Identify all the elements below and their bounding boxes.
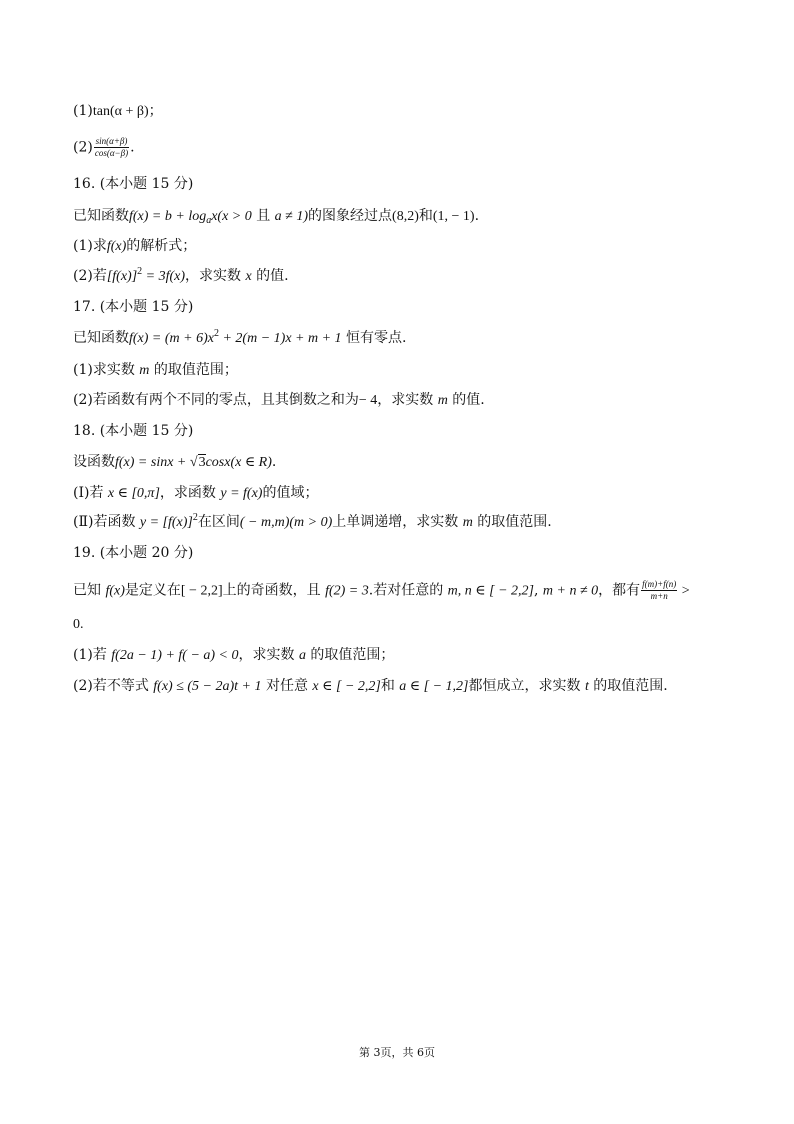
- text: 的取值范围.: [472, 514, 552, 530]
- sqrt-radicand: 3: [198, 455, 206, 470]
- q17-part1: [73, 360, 734, 381]
- punct: .: [130, 139, 135, 156]
- page-footer: 第 3页，共 6页: [359, 1046, 435, 1059]
- q16-part2: [73, 266, 734, 287]
- math-expr: y = f(x): [220, 486, 263, 501]
- text: (2)若不等式: [73, 678, 154, 694]
- text: 对任意: [261, 678, 313, 694]
- fraction-numerator: sin(α+β): [95, 136, 128, 146]
- math-var: m: [437, 393, 448, 408]
- math-expr: [f(x)]: [106, 269, 138, 284]
- math-expr: f(2) = 3: [325, 583, 369, 599]
- q16-header: 16. (本小题 15 分): [73, 176, 194, 192]
- text: (Ⅰ)若: [73, 485, 108, 501]
- text: (1)求实数: [73, 362, 140, 378]
- sqrt-sign: √3: [189, 455, 206, 470]
- text: 和: [418, 208, 433, 224]
- math-expr: (1, − 1): [432, 209, 475, 224]
- fraction: [94, 136, 129, 159]
- text: 上单调递增，求实数: [332, 514, 463, 530]
- text: 是定义在: [124, 582, 181, 599]
- q16-stem: [73, 206, 734, 227]
- text: 和: [380, 678, 400, 694]
- math-expr: tan(α + β)；: [92, 104, 163, 119]
- punct: ,: [533, 582, 543, 599]
- text: 的值域；: [262, 485, 319, 501]
- text: 且: [251, 208, 275, 224]
- text: ，求实数: [377, 392, 438, 408]
- math-expr: f(x) ≤ (5 − 2a)t + 1: [153, 679, 262, 694]
- q19-stem: [73, 579, 734, 602]
- text: 设函数: [73, 454, 115, 470]
- q19-part2: [73, 676, 734, 697]
- punct: .: [271, 454, 277, 470]
- text: 在区间: [197, 514, 240, 530]
- math-expr: a ≠ 1): [274, 209, 309, 224]
- math-expr: f(x) = b + log: [129, 209, 207, 224]
- math-var: a: [298, 648, 306, 663]
- q19-header: 19. (本小题 20 分): [73, 545, 194, 561]
- text: 的取值范围.: [588, 678, 668, 694]
- fraction: [641, 579, 677, 602]
- math-expr: x(x > 0: [211, 209, 252, 224]
- text: 的值.: [447, 392, 485, 408]
- math-expr: f(x): [105, 583, 125, 599]
- math-var: t: [584, 679, 589, 694]
- math-expr: ( − m,m)(m > 0): [239, 515, 333, 530]
- math-sup: 2: [213, 328, 219, 339]
- text: (Ⅱ)若函数: [73, 514, 140, 530]
- math-expr: cosx(x ∈ R): [205, 455, 272, 470]
- q18-stem: [73, 452, 734, 473]
- fraction-numerator: f(m)+f(n): [642, 579, 677, 589]
- text: 的图象经过点: [308, 208, 393, 224]
- math-expr: (8,2): [392, 209, 419, 224]
- math-expr: a ∈ [ − 1,2]: [399, 679, 469, 694]
- q17-stem: [73, 328, 734, 349]
- q16-part1: [73, 236, 734, 257]
- text: 都恒成立，求实数: [468, 678, 585, 694]
- text: (2)若函数有两个不同的零点，且其倒数之和为: [73, 392, 359, 408]
- text: 已知函数: [73, 208, 129, 224]
- text: 的解析式；: [126, 238, 197, 254]
- math-expr: f(x) = (m + 6)x: [129, 331, 214, 346]
- math-expr: f(x) = sinx +: [115, 455, 190, 470]
- text: 已知: [73, 582, 106, 599]
- q15-part2: [73, 136, 734, 159]
- fraction-denominator: cos(α−β): [94, 148, 129, 158]
- math-expr: m, n ∈ [ − 2,2]: [447, 583, 534, 599]
- q15-part1: [73, 101, 734, 122]
- text: 已知函数: [73, 330, 129, 346]
- math-var: x: [245, 269, 252, 284]
- math-expr: − 4: [358, 393, 378, 408]
- fraction-denominator: m+n: [650, 591, 668, 601]
- math-sup: 2: [137, 266, 143, 277]
- text: ，求实数: [185, 268, 246, 284]
- math-expr: = 3f(x): [142, 269, 186, 284]
- text: ，都有: [598, 582, 641, 599]
- part-label: (2): [73, 139, 93, 156]
- math-var: m: [462, 515, 473, 530]
- punct: .: [474, 208, 480, 224]
- q18-part1: [73, 483, 734, 504]
- math-expr: x ∈ [ − 2,2]: [312, 679, 381, 694]
- q18-part2: [73, 512, 734, 533]
- math-expr: y = [f(x)]: [139, 515, 193, 530]
- text: ，求实数: [238, 647, 299, 663]
- text: 恒有零点.: [341, 330, 407, 346]
- q19-stem-continued: [73, 614, 734, 635]
- math-expr: x ∈ [0,π]: [107, 486, 160, 501]
- math-expr: + 2(m − 1)x + m + 1: [218, 331, 342, 346]
- math-expr: [ − 2,2]: [180, 583, 223, 599]
- q17-part2: [73, 390, 734, 411]
- part-label: (1): [73, 103, 93, 119]
- text: 的取值范围；: [149, 362, 238, 378]
- text: 上的奇函数，且: [222, 582, 326, 599]
- math-sub: a: [206, 215, 212, 226]
- math-expr: >: [678, 583, 690, 599]
- text: (2)若: [73, 268, 107, 284]
- q19-part1: [73, 645, 734, 666]
- text: 的取值范围；: [305, 647, 395, 663]
- text: ，求函数: [159, 485, 221, 501]
- text: (1)求: [73, 238, 107, 254]
- q17-header: 17. (本小题 15 分): [73, 299, 194, 315]
- q18-header: 18. (本小题 15 分): [73, 423, 194, 439]
- math-sup: 2: [192, 512, 198, 523]
- math-expr: f(x): [106, 239, 127, 254]
- text: (1)若: [73, 647, 112, 663]
- math-var: m: [139, 363, 150, 378]
- text: 的值.: [251, 268, 289, 284]
- math-expr: m + n ≠ 0: [542, 583, 599, 599]
- math-expr: f(2a − 1) + f( − a) < 0: [111, 648, 239, 663]
- math-expr: 0.: [73, 617, 84, 632]
- text: .若对任意的: [368, 582, 448, 599]
